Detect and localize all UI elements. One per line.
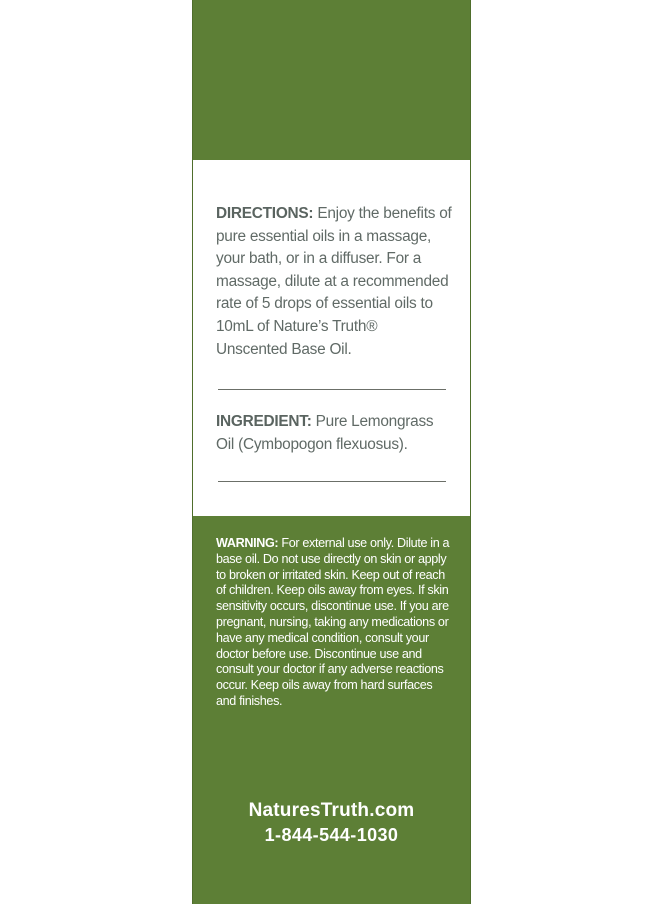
- product-box-side-panel: [192, 0, 471, 904]
- warning-text: For external use only. Dilute in a base oil. Do not use directly on skin or apply to broken or irritated skin. Keep out of reach of children. Keep oils away from eyes. If skin sensitivity occurs, discontinue use. If you are pregnant, nursing, taking any medications or have any medical condition, consult your doctor before use. Discontinue use and consult your doctor if any adverse reactions occur. Keep oils away from hard surfaces and finishes.: [216, 536, 450, 708]
- directions-heading: DIRECTIONS:: [216, 205, 314, 222]
- website-text: NaturesTruth.com: [248, 800, 415, 821]
- divider-line: [218, 389, 446, 390]
- warning-section: [216, 536, 452, 710]
- ingredient-section: [216, 411, 452, 456]
- phone-number: 1-844-544-1030: [264, 825, 399, 845]
- warning-heading: WARNING:: [216, 536, 279, 550]
- directions-text: Enjoy the benefits of pure essential oils in a massage, your bath, or in a diffuser. For a massage, dilute at a recommended rate of 5 drops of essential oils to 10mL of Nature’s Truth® Unscented Base Oil.: [216, 205, 452, 358]
- ingredient-text: Pure Lemongrass Oil (Cymbopogon flexuosus).: [216, 413, 434, 453]
- ingredient-heading: INGREDIENT:: [216, 413, 312, 430]
- divider-line: [218, 481, 446, 482]
- directions-section: [216, 203, 452, 361]
- label-white-panel: [193, 160, 470, 516]
